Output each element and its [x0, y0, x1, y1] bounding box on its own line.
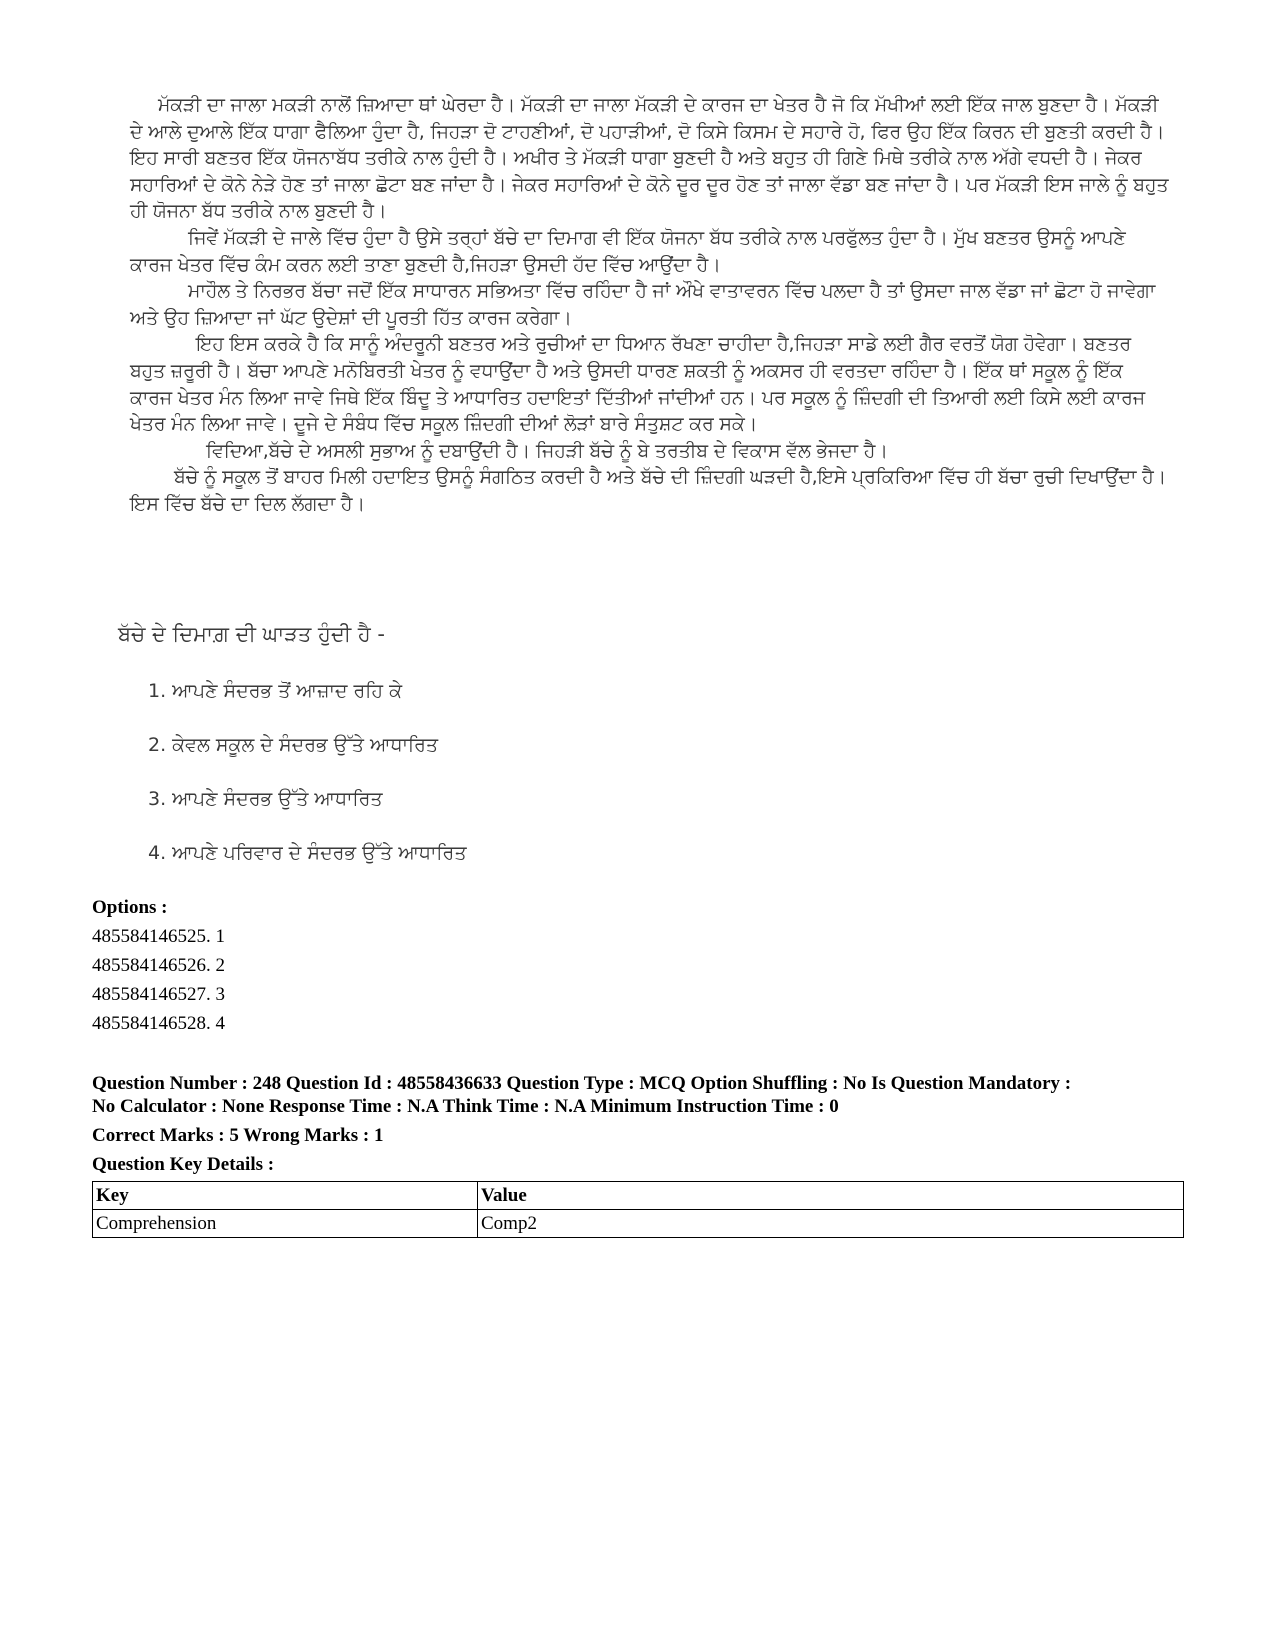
question-meta: [92, 1072, 1192, 1118]
marks-line: Correct Marks : 5 Wrong Marks : 1: [92, 1125, 384, 1146]
table-header-key: Key: [93, 1182, 478, 1210]
question-stem: ਬੱਚੇ ਦੇ ਦਿਮਾਗ਼ ਦੀ ਘਾੜਤ ਹੁੰਦੀ ਹੈ -: [118, 622, 385, 646]
answer-choice: 1. ਆਪਣੇ ਸੰਦਰਭ ਤੋਂ ਆਜ਼ਾਦ ਰਹਿ ਕੇ: [148, 680, 403, 702]
passage-paragraph: ਮਾਹੌਲ ਤੇ ਨਿਰਭਰ ਬੱਚਾ ਜਦੋਂ ਇੱਕ ਸਾਧਾਰਨ ਸਭਿਅਤਾ ਵਿੱਚ ਰਹਿੰਦਾ ਹੈ ਜਾਂ ਔਖੇ ਵਾਤਾਵਰਨ ਵਿੱਚ ਪਲਦਾ ਹੈ ਤਾਂ ਉਸਦਾ ਜਾਲ ਵੱਡਾ ਜਾਂ ਛੋਟਾ ਹੋ ਜਾਵੇਗਾ ਅਤੇ ਉਹ ਜ਼ਿਆਦਾ ਜਾਂ ਘੱਟ ਉਦੇਸ਼ਾਂ ਦੀ ਪੂਰਤੀ ਹਿੱਤ ਕਾਰਜ ਕਰੇਗਾ।: [130, 280, 1156, 329]
answer-choices: [148, 676, 467, 892]
table-header-value: Value: [478, 1182, 1184, 1210]
option-item: 485584146527. 3: [92, 984, 225, 1005]
answer-choice: 3. ਆਪਣੇ ਸੰਦਰਭ ਉੱਤੇ ਆਧਾਰਿਤ: [148, 788, 383, 810]
table-cell-value: Comp2: [478, 1210, 1184, 1238]
question-meta-line: No Calculator : None Response Time : N.A Think Time : N.A Minimum Instruction Time : 0: [92, 1096, 839, 1117]
passage-paragraph: ਮੱਕੜੀ ਦਾ ਜਾਲਾ ਮਕੜੀ ਨਾਲੋਂ ਜ਼ਿਆਦਾ ਥਾਂ ਘੇਰਦਾ ਹੈ। ਮੱਕੜੀ ਦਾ ਜਾਲਾ ਮੱਕੜੀ ਦੇ ਕਾਰਜ ਦਾ ਖੇਤਰ ਹੈ ਜੋ ਕਿ ਮੱਖੀਆਂ ਲਈ ਇੱਕ ਜਾਲ ਬੁਣਦਾ ਹੈ। ਮੱਕੜੀ ਦੇ ਆਲੇ ਦੁਆਲੇ ਇੱਕ ਧਾਗਾ ਫੈਲਿਆ ਹੁੰਦਾ ਹੈ, ਜਿਹੜਾ ਦੋ ਟਾਹਣੀਆਂ, ਦੋ ਪਹਾੜੀਆਂ, ਦੋ ਕਿਸੇ ਕਿਸਮ ਦੇ ਸਹਾਰੇ ਹੋ, ਫਿਰ ਉਹ ਇੱਕ ਕਿਰਨ ਦੀ ਬੁਣਤੀ ਕਰਦੀ ਹੈ। ਇਹ ਸਾਰੀ ਬਣਤਰ ਇੱਕ ਯੋਜਨਾਬੱਧ ਤਰੀਕੇ ਨਾਲ ਹੁੰਦੀ ਹੈ। ਅਖੀਰ ਤੇ ਮੱਕੜੀ ਧਾਗਾ ਬੁਣਦੀ ਹੈ ਅਤੇ ਬਹੁਤ ਹੀ ਗਿਣੇ ਮਿਥੇ ਤਰੀਕੇ ਨਾਲ ਅੱਗੇ ਵਧਦੀ ਹੈ। ਜੇਕਰ ਸਹਾਰਿਆਂ ਦੇ ਕੋਨੇ ਨੇੜੇ ਹੋਣ ਤਾਂ ਜਾਲਾ ਛੋਟਾ ਬਣ ਜਾਂਦਾ ਹੈ। ਜੇਕਰ ਸਹਾਰਿਆਂ ਦੇ ਕੋਨੇ ਦੂਰ ਦੂਰ ਹੋਣ ਤਾਂ ਜਾਲਾ ਵੱਡਾ ਬਣ ਜਾਂਦਾ ਹੈ। ਪਰ ਮੱਕੜੀ ਇਸ ਜਾਲੇ ਨੂੰ ਬਹੁਤ ਹੀ ਯੋਜਨਾ ਬੱਧ ਤਰੀਕੇ ਨਾਲ ਬੁਣਦੀ ਹੈ।: [130, 94, 1169, 223]
table-header-row: [93, 1182, 1184, 1210]
key-details-table: [92, 1181, 1184, 1238]
passage-paragraph: ਇਹ ਇਸ ਕਰਕੇ ਹੈ ਕਿ ਸਾਨੂੰ ਅੰਦਰੂਨੀ ਬਣਤਰ ਅਤੇ ਰੁਚੀਆਂ ਦਾ ਧਿਆਨ ਰੱਖਣਾ ਚਾਹੀਦਾ ਹੈ,ਜਿਹੜਾ ਸਾਡੇ ਲਈ ਗੈਰ ਵਰਤੋਂ ਯੋਗ ਹੋਵੇਗਾ। ਬਣਤਰ ਬਹੁਤ ਜ਼ਰੂਰੀ ਹੈ। ਬੱਚਾ ਆਪਣੇ ਮਨੋਬਿਰਤੀ ਖੇਤਰ ਨੂੰ ਵਧਾਉਂਦਾ ਹੈ ਅਤੇ ਉਸਦੀ ਧਾਰਣ ਸ਼ਕਤੀ ਨੂੰ ਅਕਸਰ ਹੀ ਵਰਤਦਾ ਰਹਿੰਦਾ ਹੈ। ਇੱਕ ਥਾਂ ਸਕੂਲ ਨੂੰ ਇੱਕ ਕਾਰਜ ਖੇਤਰ ਮੰਨ ਲਿਆ ਜਾਵੇ ਜਿਥੇ ਇੱਕ ਬਿੰਦੂ ਤੇ ਆਧਾਰਿਤ ਹਦਾਇਤਾਂ ਦਿੱਤੀਆਂ ਜਾਂਦੀਆਂ ਹਨ। ਪਰ ਸਕੂਲ ਨੂੰ ਜ਼ਿੰਦਗੀ ਦੀ ਤਿਆਰੀ ਲਈ ਕਿਸੇ ਲਈ ਕਾਰਜ ਖੇਤਰ ਮੰਨ ਲਿਆ ਜਾਵੇ। ਦੂਜੇ ਦੇ ਸੰਬੰਧ ਵਿੱਚ ਸਕੂਲ ਜ਼ਿੰਦਗੀ ਦੀਆਂ ਲੋੜਾਂ ਬਾਰੇ ਸੰਤੁਸ਼ਟ ਕਰ ਸਕੇ।: [130, 333, 1145, 436]
answer-choice: 2. ਕੇਵਲ ਸਕੂਲ ਦੇ ਸੰਦਰਭ ਉੱਤੇ ਆਧਾਰਿਤ: [148, 734, 439, 756]
passage-paragraph: ਵਿਦਿਆ,ਬੱਚੇ ਦੇ ਅਸਲੀ ਸੁਭਾਅ ਨੂੰ ਦਬਾਉਂਦੀ ਹੈ। ਜਿਹੜੀ ਬੱਚੇ ਨੂੰ ਬੇ ਤਰਤੀਬ ਦੇ ਵਿਕਾਸ ਵੱਲ ਭੇਜਦਾ ਹੈ।: [206, 439, 888, 462]
passage-paragraph: ਬੱਚੇ ਨੂੰ ਸਕੂਲ ਤੋਂ ਬਾਹਰ ਮਿਲੀ ਹਦਾਇਤ ਉਸਨੂੰ ਸੰਗਠਿਤ ਕਰਦੀ ਹੈ ਅਤੇ ਬੱਚੇ ਦੀ ਜ਼ਿੰਦਗੀ ਘੜਦੀ ਹੈ,ਇਸੇ ਪ੍ਰਕਿਰਿਆ ਵਿੱਚ ਹੀ ਬੱਚਾ ਰੁਚੀ ਦਿਖਾਉਂਦਾ ਹੈ। ਇਸ ਵਿੱਚ ਬੱਚੇ ਦਾ ਦਿਲ ਲੱਗਦਾ ਹੈ।: [130, 466, 1167, 515]
option-item: 485584146525. 1: [92, 926, 225, 947]
answer-choice: 4. ਆਪਣੇ ਪਰਿਵਾਰ ਦੇ ਸੰਦਰਭ ਉੱਤੇ ਆਧਾਰਿਤ: [148, 842, 467, 864]
option-item: 485584146526. 2: [92, 955, 225, 976]
key-details-heading: Question Key Details :: [92, 1154, 275, 1175]
options-list: [92, 893, 225, 1038]
options-heading: Options :: [92, 897, 168, 918]
question-meta-line: Question Number : 248 Question Id : 48558436633 Question Type : MCQ Option Shuffling : No Is Question Mandatory :: [92, 1073, 1072, 1094]
passage-paragraph: ਜਿਵੇਂ ਮੱਕੜੀ ਦੇ ਜਾਲੇ ਵਿੱਚ ਹੁੰਦਾ ਹੈ ਉਸੇ ਤਰ੍ਹਾਂ ਬੱਚੇ ਦਾ ਦਿਮਾਗ ਵੀ ਇੱਕ ਯੋਜਨਾ ਬੱਧ ਤਰੀਕੇ ਨਾਲ ਪਰਫੁੱਲਤ ਹੁੰਦਾ ਹੈ। ਮੁੱਖ ਬਣਤਰ ਉਸਨੂੰ ਆਪਣੇ ਕਾਰਜ ਖੇਤਰ ਵਿੱਚ ਕੰਮ ਕਰਨ ਲਈ ਤਾਣਾ ਬੁਣਦੀ ਹੈ,ਜਿਹੜਾ ਉਸਦੀ ਹੱਦ ਵਿੱਚ ਆਉਂਦਾ ਹੈ।: [130, 226, 1126, 276]
table-row: [93, 1210, 1184, 1238]
option-item: 485584146528. 4: [92, 1013, 225, 1034]
table-cell-key: Comprehension: [93, 1210, 478, 1238]
comprehension-passage: [130, 92, 1170, 518]
